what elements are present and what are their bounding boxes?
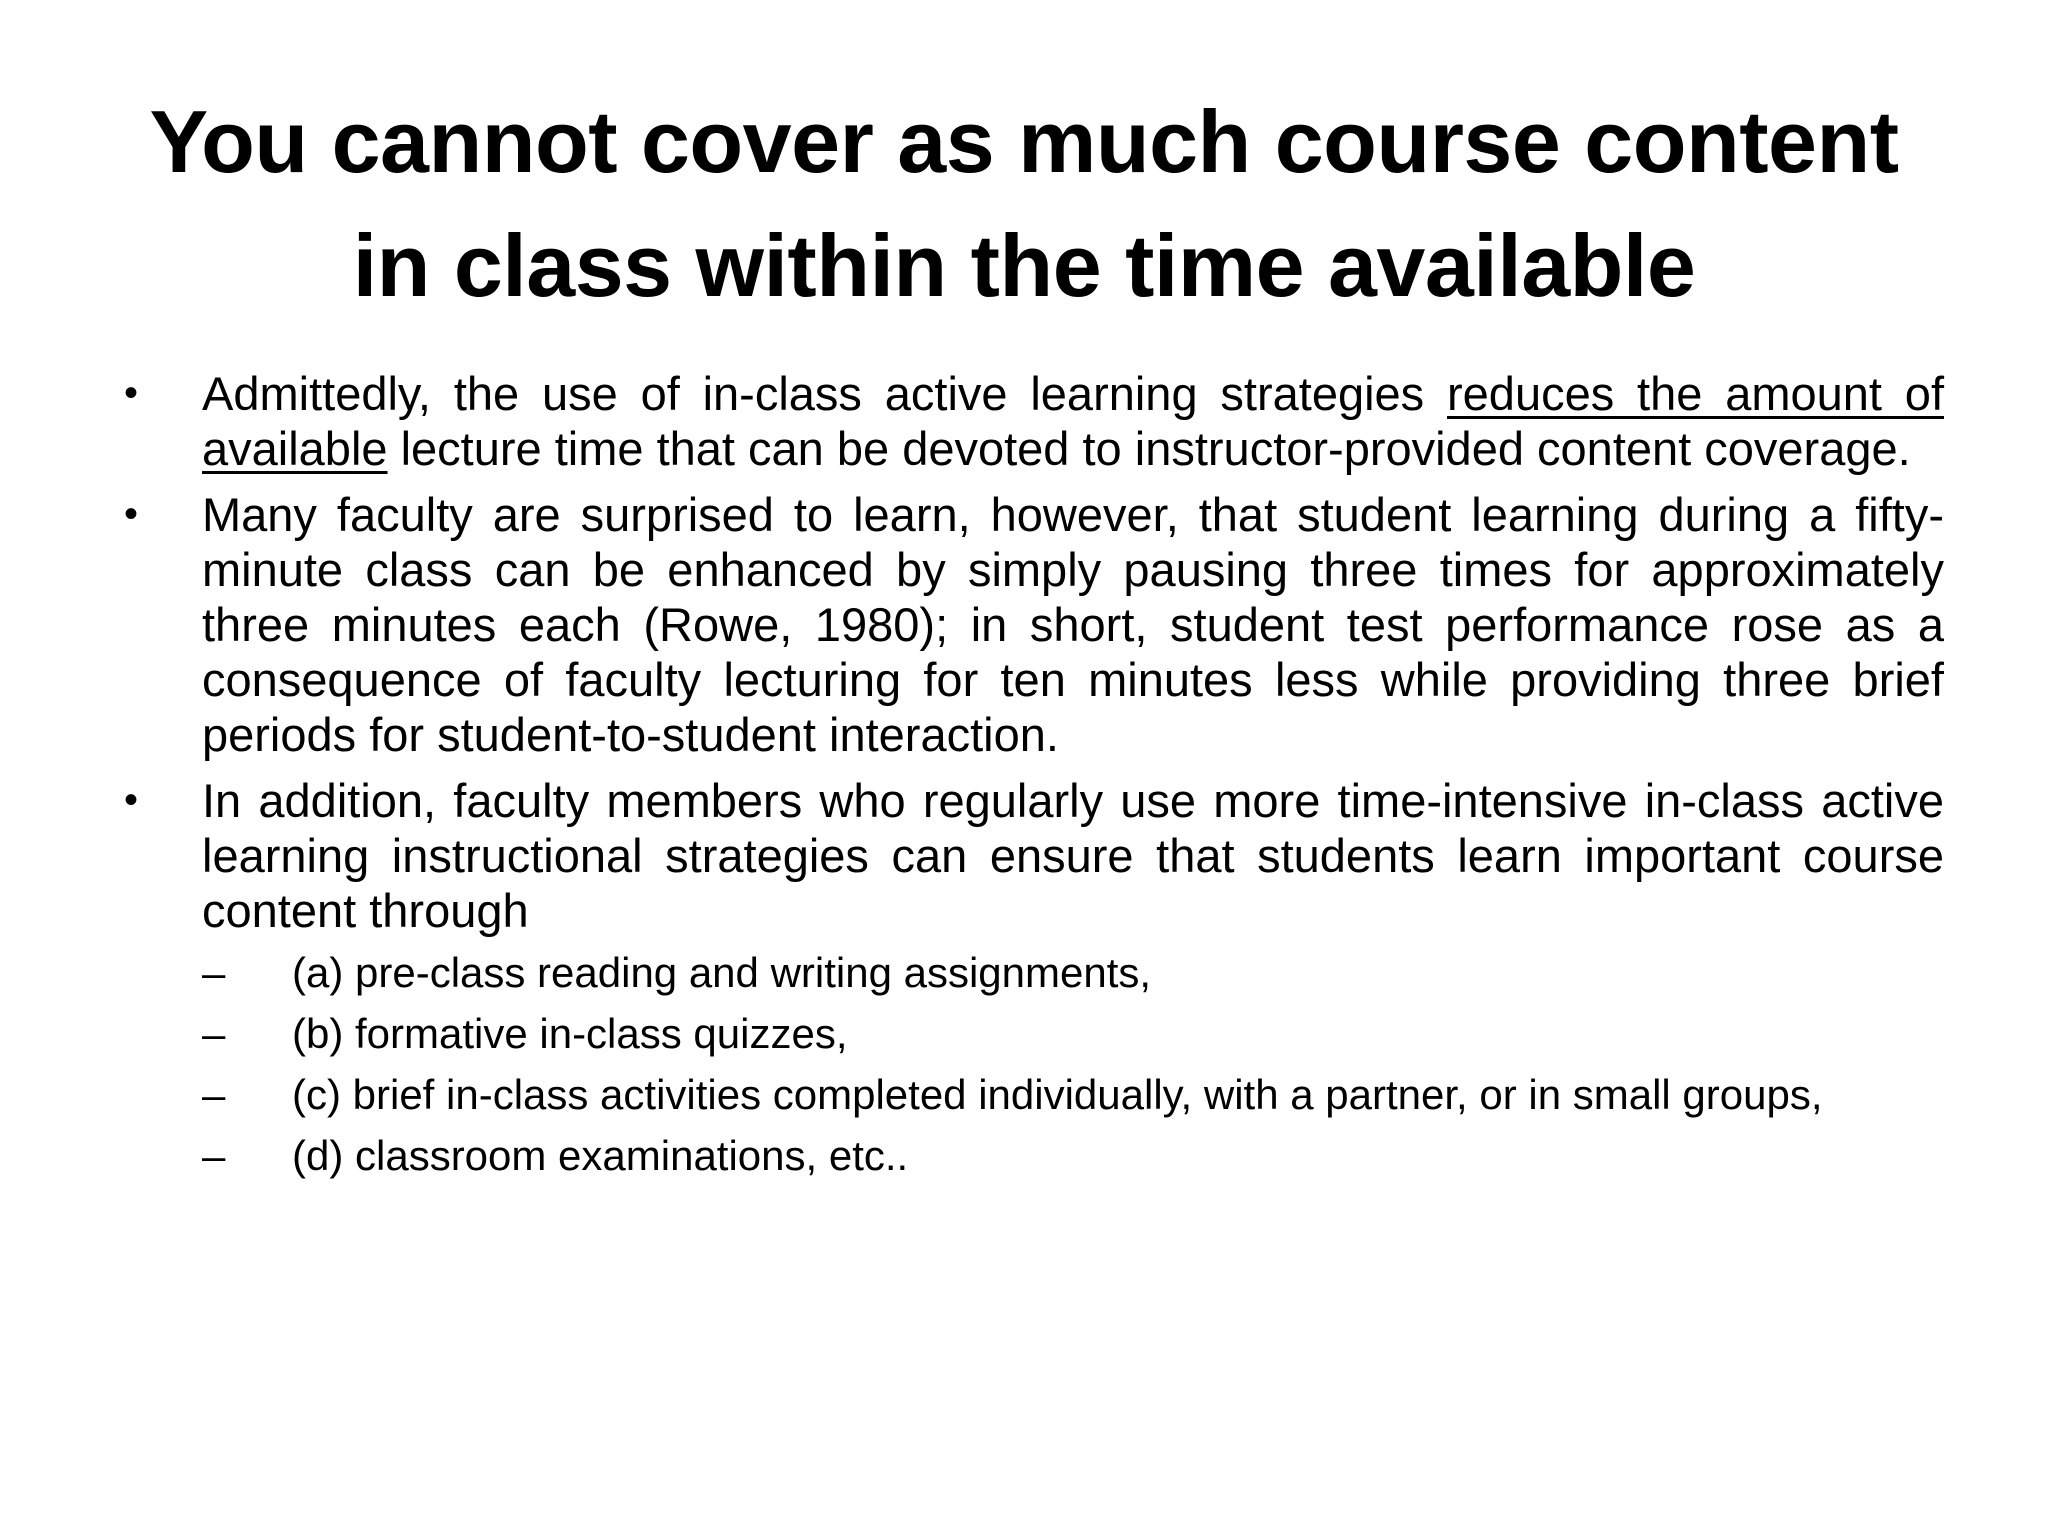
sub-item-a-text: (a) pre-class reading and writing assignments, [292,949,1152,996]
slide-title-line-2: in class within the time available [352,216,1696,315]
slide-body [120,366,1944,1193]
sub-item-b [202,1010,1944,1058]
bullet-marker: • [124,371,139,415]
sub-marker: – [202,1010,226,1057]
slide-title [120,80,1928,328]
bullet-2-text: Many faculty are surprised to learn, however, that student learning during a fifty-minute class can be enhanced by simply pausing three times for approximately three minutes each (Rowe, 1980); in short, student test performance rose as a consequence of faculty lecturing for ten minutes less while providing three brief periods for student-to-student interaction. [202,488,1944,761]
bullet-marker: • [124,492,139,536]
sub-item-d [202,1132,1944,1180]
bullet-1-text-end: lecture time that can be devoted to instructor-provided content coverage. [387,422,1911,475]
bullet-item-3 [120,773,1944,938]
sub-item-b-text: (b) formative in-class quizzes, [292,1010,848,1057]
sub-marker: – [202,1132,226,1179]
sub-list [120,949,1944,1180]
sub-item-c-text: (c) brief in-class activities completed individually, with a partner, or in small groups, [292,1071,1823,1118]
bullet-1-text-start: Admittedly, the use of in-class active learning strategies [202,367,1448,420]
sub-item-c [202,1071,1944,1119]
slide-title-line-1: You cannot cover as much course content [149,92,1899,191]
bullet-marker: • [124,778,139,822]
sub-item-d-text: (d) classroom examinations, etc.. [292,1132,909,1179]
bullet-1-underlined-text: reduces the amount of available [202,367,1945,475]
bullet-item-1 [120,366,1944,476]
sub-marker: – [202,949,226,996]
sub-item-a [202,949,1944,997]
sub-marker: – [202,1071,226,1118]
bullet-3-text: In addition, faculty members who regularly use more time-intensive in-class active learning instructional strategies can ensure that students learn important course content through [202,774,1944,937]
bullet-item-2 [120,487,1944,762]
